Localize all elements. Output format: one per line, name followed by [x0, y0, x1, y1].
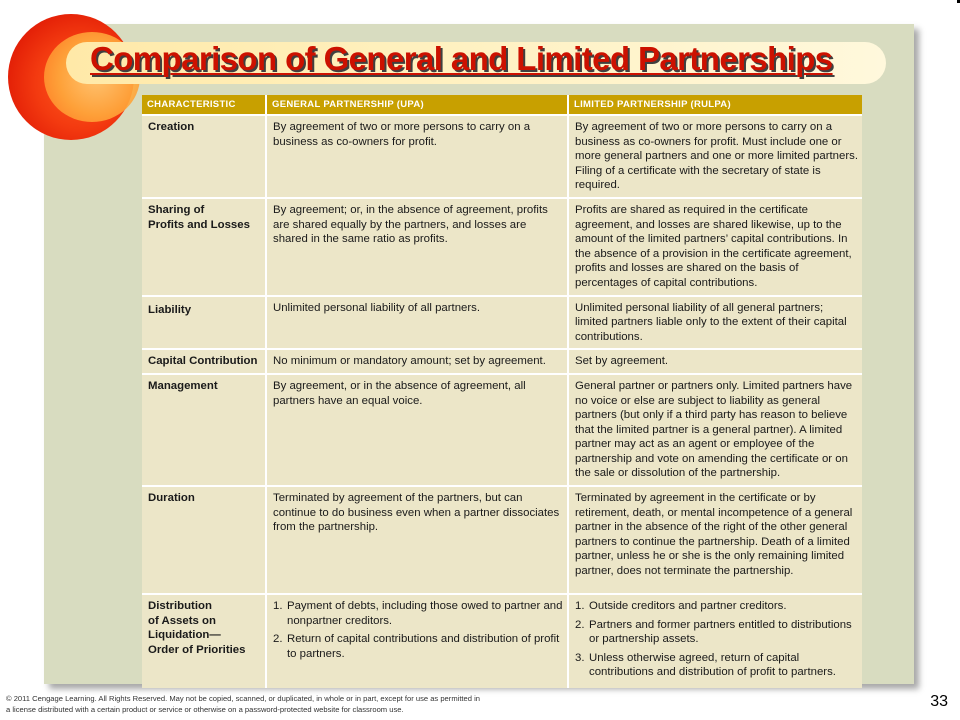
table-row-management: [142, 374, 862, 486]
table-row-duration: [142, 486, 862, 594]
row-limited-cell: [568, 594, 862, 688]
list-item-text: Partners and former partners entitled to distributions or partnership assets.: [589, 618, 852, 646]
list-item: [575, 618, 858, 647]
row-limited-cell: Unlimited personal liability of all general partners; limited partners liable only to the extent of their capital contributions.: [568, 296, 862, 350]
header-characteristic: CHARACTERISTIC: [142, 95, 266, 115]
comparison-table: [142, 95, 862, 688]
row-limited-cell: General partner or partners only. Limited partners have no voice or else are subject to liability as general partners (but only if a third party has reason to believe that the limited partner is a general partner). A limited partner may act as an agent or employee of the partnership and vote on amending the certificate or on the sale or dissolution of the partnership.: [568, 374, 862, 486]
list-item-number: 1.: [575, 600, 585, 613]
row-limited-cell: Terminated by agreement in the certificate or by retirement, death, or mental incompetence of a general partner in the absence of the right of the other general partners to continue the partnership. Death of a limited partner, unless he or she is the only remaining limited partner, does not terminate the partnership.: [568, 486, 862, 594]
list-item: [273, 599, 563, 628]
row-general-cell: By agreement, or in the absence of agreement, all partners have an equal voice.: [266, 374, 568, 486]
copyright-notice: [6, 693, 626, 715]
table-row-sharing-profits: [142, 198, 862, 296]
row-characteristic: Creation: [142, 115, 266, 198]
list-item: [273, 632, 563, 661]
characteristic-line-1: Distribution: [148, 600, 212, 613]
copyright-line-1: © 2011 Cengage Learning. All Rights Reserved. May not be copied, scanned, or duplicated, in whole or in part, except for use as permitted in: [6, 694, 481, 703]
row-general-cell: By agreement; or, in the absence of agreement, profits are shared equally by the partners, and losses are shared in the same ratio as profits.: [266, 198, 568, 296]
list-item-text: Return of capital contributions and distribution of profit to partners.: [287, 633, 560, 660]
row-characteristic: Capital Contribution: [142, 349, 266, 374]
row-limited-cell: By agreement of two or more persons to carry on a business as co-owners for profit. Must include one or more general partners and one or more limited partners. Filing of a certificate with the secretary of state is required.: [568, 115, 862, 198]
row-general-cell: By agreement of two or more persons to carry on a business as co-owners for profit.: [266, 115, 568, 198]
row-characteristic: [142, 198, 266, 296]
characteristic-line-4: Order of Priorities: [148, 643, 246, 656]
list-item-number: 3.: [575, 651, 585, 664]
list-item-number: 1.: [273, 600, 283, 613]
table-row-liability: [142, 296, 862, 350]
row-limited-cell: Set by agreement.: [568, 349, 862, 374]
row-limited-cell: Profits are shared as required in the certificate agreement, and losses are shared likewise, up to the amount of the limited partners’ capital contributions. In the absence of a provision in the certificate agreement, profits and losses are shared on the basis of percentages of capital contributions.: [568, 198, 862, 296]
slide-title: Comparison of General and Limited Partnerships: [90, 40, 833, 77]
row-general-cell: [266, 594, 568, 688]
comparison-table-container: [142, 95, 862, 688]
copyright-line-2: a license distributed with a certain product or service or otherwise on a password-protected website for classroom use.: [6, 705, 404, 714]
row-general-cell: No minimum or mandatory amount; set by agreement.: [266, 349, 568, 374]
characteristic-line-3: Liquidation—: [148, 629, 221, 642]
table-row-distribution: [142, 594, 862, 688]
header-limited-partnership: LIMITED PARTNERSHIP (RULPA): [568, 95, 862, 115]
header-general-partnership: GENERAL PARTNERSHIP (UPA): [266, 95, 568, 115]
row-characteristic: Liability: [142, 296, 266, 350]
row-general-cell: Terminated by agreement of the partners, but can continue to do business even when a partner dissociates from the partnership.: [266, 486, 568, 594]
table-row-capital-contribution: [142, 349, 862, 374]
characteristic-line-1: Sharing of: [148, 203, 205, 216]
list-item: [575, 651, 858, 680]
list-item-text: Outside creditors and partner creditors.: [589, 600, 787, 613]
row-characteristic: Management: [142, 374, 266, 486]
list-item-text: Unless otherwise agreed, return of capital contributions and distribution of profit to partners.: [589, 651, 836, 679]
list-item-text: Payment of debts, including those owed to partner and nonpartner creditors.: [287, 600, 563, 627]
row-characteristic: [142, 594, 266, 688]
list-item-number: 2.: [273, 633, 283, 646]
table-row-creation: [142, 115, 862, 198]
page-number: 33: [930, 693, 948, 710]
table-header-row: [142, 95, 862, 115]
list-item: [575, 599, 858, 614]
row-general-cell: Unlimited personal liability of all partners.: [266, 296, 568, 350]
row-characteristic: Duration: [142, 486, 266, 594]
list-item-number: 2.: [575, 618, 585, 631]
characteristic-line-2: Profits and Losses: [148, 218, 250, 231]
characteristic-line-2: of Assets on: [148, 614, 216, 627]
